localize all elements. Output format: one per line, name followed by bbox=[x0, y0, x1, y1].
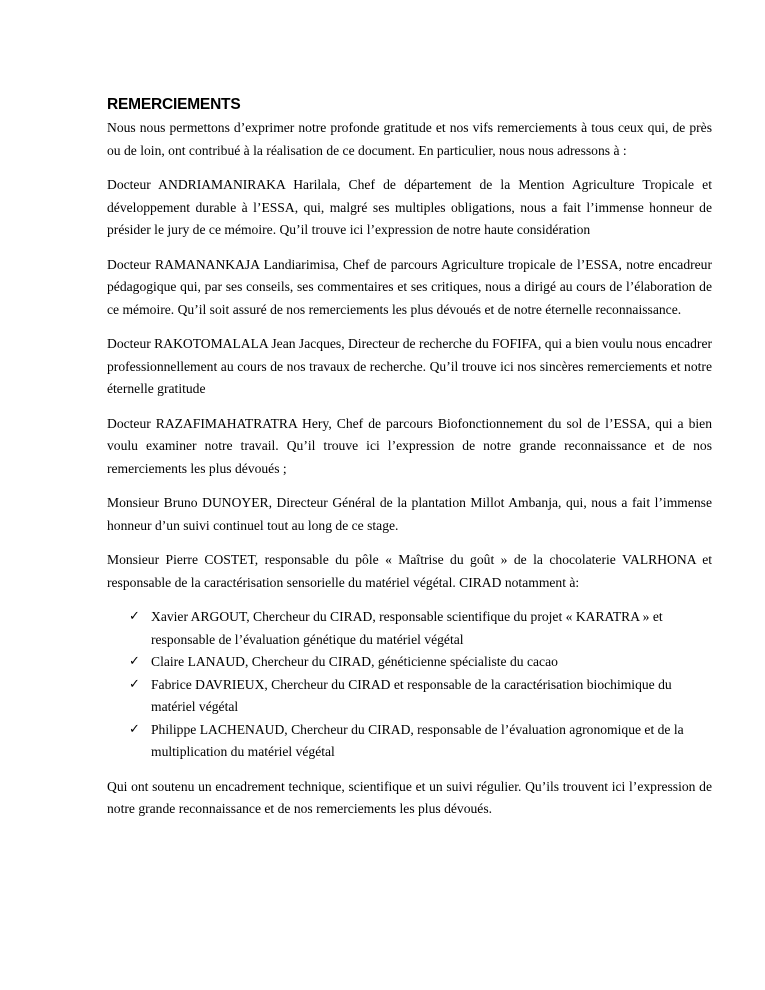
checkmark-icon: ✓ bbox=[129, 654, 140, 669]
thanks-paragraph-dunoyer: Monsieur Bruno DUNOYER, Directeur Général de la plantation Millot Ambanja, qui, nous a fait l’immense honneur d’un suivi continuel tout au long de ce stage. bbox=[107, 495, 712, 533]
thanks-paragraph-costet: Monsieur Pierre COSTET, responsable du pôle « Maîtrise du goût » de la chocolaterie VALRHONA et responsable de la caractérisation sensorielle du matériel végétal. CIRAD notamment à: bbox=[107, 552, 712, 590]
checklist-item-text: Fabrice DAVRIEUX, Chercheur du CIRAD et responsable de la caractérisation biochimique du matériel végétal bbox=[151, 676, 672, 714]
thanks-paragraph-ramanankaja: Docteur RAMANANKAJA Landiarimisa, Chef de parcours Agriculture tropicale de l’ESSA, notre encadreur pédagogique qui, par ses conseils, ses commentaires et ses critiques, nous a dirigé au cours de l’élaboration de ce mémoire. Qu’il soit assuré de nos remerciements les plus dévoués et de notre éternelle reconnaissance. bbox=[107, 256, 712, 317]
closing-paragraph: Qui ont soutenu un encadrement technique, scientifique et un suivi régulier. Qu’ils trouvent ici l’expression de notre grande reconnaissance et de nos remerciements les plus dévoués. bbox=[107, 778, 712, 816]
page-title: REMERCIEMENTS bbox=[107, 96, 241, 113]
checkmark-icon: ✓ bbox=[129, 721, 140, 737]
checklist-item-argout bbox=[129, 606, 712, 651]
document-page bbox=[107, 95, 712, 833]
intro-paragraph: Nous nous permettons d’exprimer notre profonde gratitude et nos vifs remerciements à tous ceux qui, de près ou de loin, ont contribué à la réalisation de ce document. En particulier, nous nous adressons à : bbox=[107, 120, 712, 158]
checklist-item-davrieux bbox=[129, 674, 712, 719]
checklist-item-lachenaud bbox=[129, 719, 712, 764]
cirad-checklist bbox=[107, 606, 712, 764]
checklist-item-lanaud bbox=[129, 651, 712, 674]
thanks-paragraph-razafimahatratra: Docteur RAZAFIMAHATRATRA Hery, Chef de parcours Biofonctionnement du sol de l’ESSA, qui a bien voulu examiner notre travail. Qu’il trouve ici l’expression de notre grande reconnaissance et de nos remerciements les plus dévoués ; bbox=[107, 415, 712, 476]
checklist-item-text: Xavier ARGOUT, Chercheur du CIRAD, responsable scientifique du projet « KARATRA » et responsable de l’évaluation génétique du matériel végétal bbox=[151, 609, 663, 647]
checkmark-icon: ✓ bbox=[129, 676, 140, 692]
checklist-item-text: Philippe LACHENAUD, Chercheur du CIRAD, responsable de l’évaluation agronomique et de la multiplication du matériel végétal bbox=[151, 721, 684, 759]
thanks-paragraph-rakotomalala: Docteur RAKOTOMALALA Jean Jacques, Directeur de recherche du FOFIFA, qui a bien voulu nous encadrer professionnellement au cours de nos travaux de recherche. Qu’il trouve ici nos sincères remerciements et notre éternelle gratitude bbox=[107, 336, 713, 396]
checklist-item-text: Claire LANAUD, Chercheur du CIRAD, généticienne spécialiste du cacao bbox=[151, 654, 558, 669]
thanks-paragraph-andriamaniraka: Docteur ANDRIAMANIRAKA Harilala, Chef de département de la Mention Agriculture Tropicale et développement durable à l’ESSA, qui, malgré ses multiples obligations, nous a fait l’immense honneur de présider le jury de ce mémoire. Qu’il trouve ici l’expression de notre haute considération bbox=[107, 177, 712, 237]
checkmark-icon: ✓ bbox=[129, 609, 140, 624]
